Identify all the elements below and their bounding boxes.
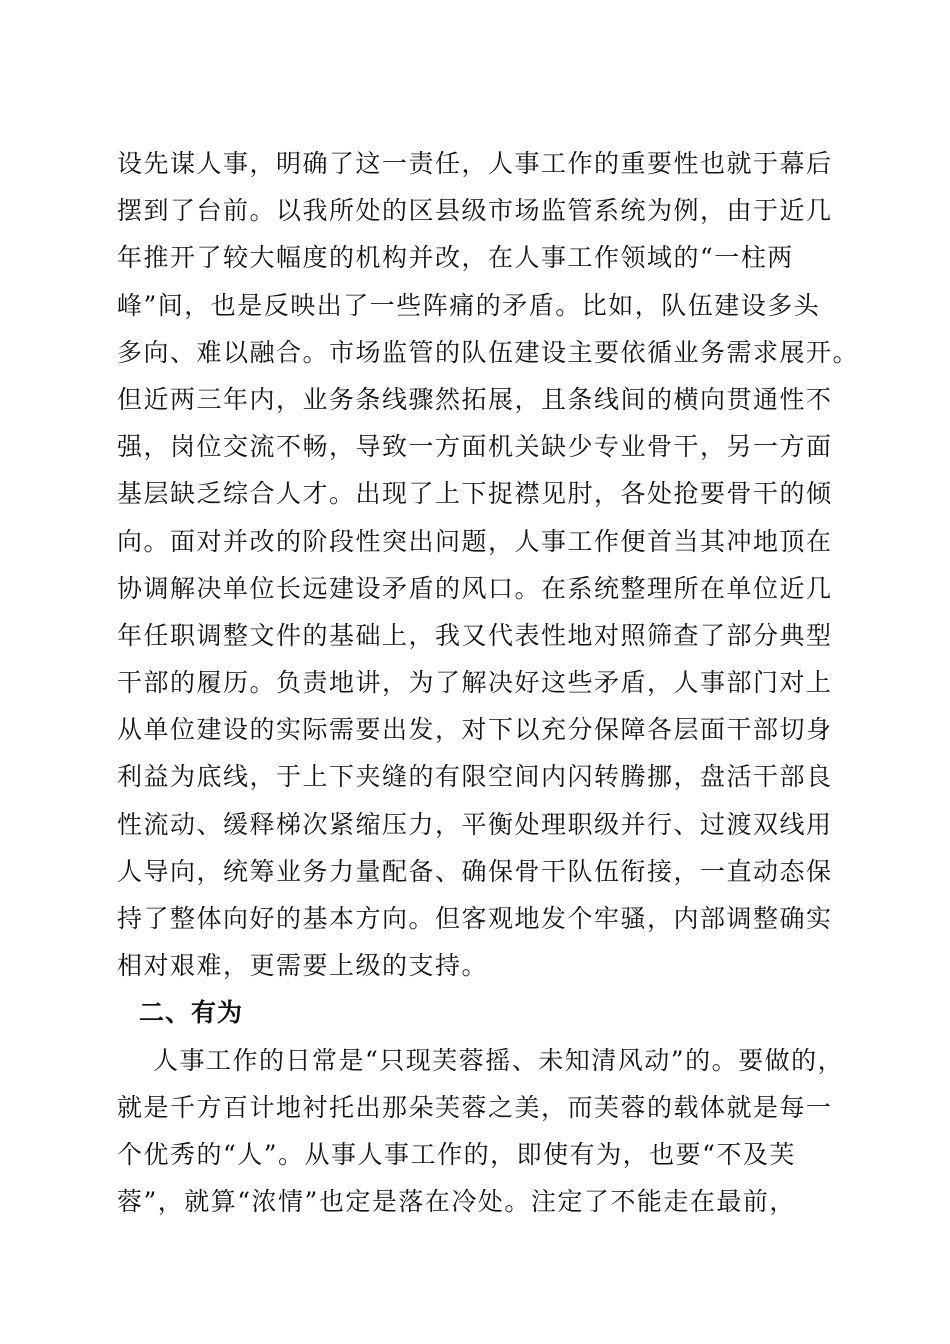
paragraph-line: 相对艰难，更需要上级的支持。 xyxy=(117,951,489,981)
paragraph-line: 基层缺乏综合人才。出现了上下捉襟见肘，各处抢要骨干的倾 xyxy=(117,479,833,509)
paragraph-line: 强，岗位交流不畅，导致一方面机关缺少专业骨干，另一方面 xyxy=(117,432,833,462)
paragraph-line: 就是千方百计地衬托出那朵芙蓉之美，而芙蓉的载体就是每一 xyxy=(117,1092,833,1122)
paragraph-line: 但近两三年内，业务条线骤然拓展，且条线间的横向贯通性不 xyxy=(117,384,833,414)
paragraph-line: 多向、难以融合。市场监管的队伍建设主要依循业务需求展开。 xyxy=(117,337,860,367)
paragraph-line: 个优秀的“人”。从事人事工作的，即使有为，也要“不及芙 xyxy=(117,1139,796,1169)
paragraph-line: 摆到了台前。以我所处的区县级市场监管系统为例，由于近几 xyxy=(117,196,833,226)
paragraph-line: 人导向，统筹业务力量配备、确保骨干队伍衔接，一直动态保 xyxy=(117,856,833,886)
paragraph-line: 蓉”，就算“浓情”也定是落在冷处。注定了不能走在最前， xyxy=(117,1187,796,1217)
paragraph-line: 持了整体向好的基本方向。但客观地发个牢骚，内部调整确实 xyxy=(117,904,833,933)
paragraph-line: 设先谋人事，明确了这一责任，人事工作的重要性也就于幕后 xyxy=(117,149,833,178)
paragraph-line: 年推开了较大幅度的机构并改，在人事工作领域的“一柱两 xyxy=(117,243,794,273)
paragraph-line: 人事工作的日常是“只现芙蓉摇、未知清风动”的。要做的， xyxy=(153,1045,845,1075)
paragraph-line: 利益为底线，于上下夹缝的有限空间内闪转腾挪，盘活干部良 xyxy=(117,762,833,792)
paragraph-line: 向。面对并改的阶段性突出问题，人事工作便首当其冲地顶在 xyxy=(117,526,833,556)
document-body xyxy=(117,140,860,1225)
paragraph-line: 峰”间，也是反映出了一些阵痛的矛盾。比如，队伍建设多头 xyxy=(117,290,821,320)
paragraph-line: 年任职调整文件的基础上，我又代表性地对照筛查了部分典型 xyxy=(117,620,833,650)
section-heading: 二、有为 xyxy=(139,998,244,1028)
paragraph-line: 从单位建设的实际需要出发，对下以充分保障各层面干部切身 xyxy=(117,715,833,745)
paragraph-line: 性流动、缓释梯次紧缩压力，平衡处理职级并行、过渡双线用 xyxy=(117,809,833,839)
paragraph-line: 协调解决单位长远建设矛盾的风口。在系统整理所在单位近几 xyxy=(117,573,833,603)
paragraph-line: 干部的履历。负责地讲，为了解决好这些矛盾，人事部门对上 xyxy=(117,668,833,698)
